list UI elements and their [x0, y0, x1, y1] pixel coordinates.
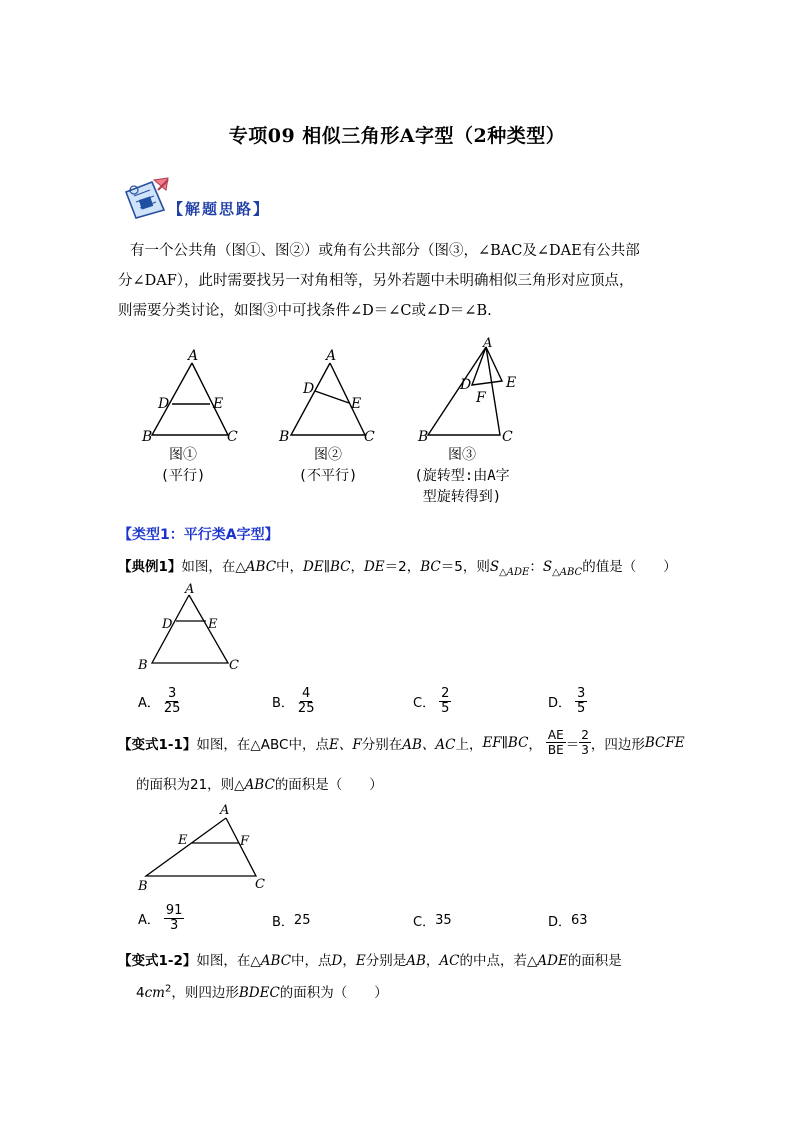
- q-text: 如图，在△: [181, 559, 246, 575]
- label-D: D: [162, 617, 173, 632]
- variant11-option-b[interactable]: [272, 911, 310, 930]
- label-C: C: [229, 658, 239, 673]
- variant-prefix: 【变式1-1】: [118, 736, 197, 753]
- option-numerator: 3: [168, 686, 177, 701]
- q-text: 的面积是: [567, 953, 622, 969]
- label-F: F: [476, 390, 486, 406]
- label-E: E: [213, 396, 224, 412]
- example1-option-d[interactable]: [548, 687, 587, 716]
- q-text: ，: [528, 736, 542, 753]
- variant11-option-d[interactable]: [548, 911, 588, 930]
- caption-note: (平行): [160, 468, 206, 484]
- q-text: 如图，在△ABC中，点: [196, 736, 329, 753]
- q-text: 分别是: [365, 953, 407, 969]
- option-numerator: 91: [165, 903, 183, 918]
- q-math: BCFE: [644, 734, 685, 751]
- q-math: cm: [144, 985, 165, 1001]
- q-text: ，四边形: [590, 736, 645, 753]
- q-math: ABC: [245, 559, 277, 575]
- q-math: AC: [439, 953, 460, 969]
- ratio-value-denominator: 3: [581, 743, 589, 757]
- label-D: D: [158, 396, 170, 412]
- q-math: EF∥BC: [482, 734, 529, 751]
- option-denominator: 25: [297, 701, 315, 716]
- q-math: DE: [363, 559, 385, 575]
- ratio-value-numerator: 2: [581, 728, 589, 742]
- label-C: C: [364, 429, 375, 445]
- example1-option-b[interactable]: [272, 687, 314, 716]
- label-D: D: [460, 377, 472, 393]
- label-B: B: [142, 429, 153, 445]
- q-math: ADE: [537, 953, 568, 969]
- q-text: 分别在: [361, 736, 403, 753]
- label-E: E: [208, 617, 218, 632]
- example1-option-a[interactable]: [138, 687, 180, 716]
- q-math: AB、AC: [402, 736, 456, 753]
- option-letter: A．: [138, 913, 160, 928]
- note-icon: [120, 176, 172, 220]
- q-math: BC: [420, 559, 441, 575]
- option-letter: C．: [413, 696, 436, 711]
- example-prefix: 【典例1】: [118, 559, 182, 575]
- option-letter: D．: [548, 696, 572, 711]
- q-text: 中，点: [291, 953, 332, 969]
- q-math: 2: [164, 983, 172, 995]
- label-B: B: [138, 658, 148, 673]
- q-text: 的中点，若△: [459, 953, 538, 969]
- option-numerator: 4: [302, 686, 311, 701]
- variant11-question: [118, 728, 685, 757]
- label-E: E: [178, 833, 188, 848]
- q-math: D: [331, 953, 343, 969]
- caption-note: (旋转型:由A字: [414, 468, 510, 484]
- option-denominator: 3: [170, 918, 179, 933]
- q-math: E、F: [328, 736, 362, 753]
- label-D: D: [303, 381, 315, 397]
- label-A: A: [483, 336, 493, 351]
- label-A: A: [220, 803, 230, 818]
- label-B: B: [418, 429, 429, 445]
- option-letter: B．: [272, 696, 294, 711]
- caption: 图②: [314, 447, 342, 463]
- label-B: B: [138, 879, 148, 894]
- q-text: ，则四边形: [171, 985, 239, 1001]
- q-math: AB: [406, 953, 426, 969]
- label-B: B: [279, 429, 290, 445]
- example1-option-c[interactable]: [413, 687, 451, 716]
- q-math: △ADE: [499, 566, 530, 578]
- q-math: S: [542, 559, 553, 575]
- label-C: C: [227, 429, 238, 445]
- ratio-numerator: AE: [547, 728, 564, 742]
- figure-3: [417, 336, 516, 445]
- q-text: 的面积为21，则△: [136, 777, 245, 793]
- q-text: ，: [342, 953, 356, 969]
- q-text: 上，: [455, 736, 483, 753]
- q-text: ：: [529, 559, 543, 575]
- option-value: 25: [293, 913, 311, 928]
- label-C: C: [255, 877, 265, 892]
- q-math: S: [489, 559, 500, 575]
- caption: 图①: [169, 447, 197, 463]
- intro-line: 有一个公共角（图①、图②）或角有公共部分（图③，∠BAC及∠DAE有公共部: [130, 243, 640, 259]
- label-E: E: [506, 375, 517, 391]
- q-text: 如图，在△: [196, 953, 261, 969]
- page-title: 专项09 相似三角形A字型（2种类型）: [228, 125, 566, 147]
- option-value: 35: [435, 913, 452, 928]
- q-text: ＝2，: [384, 559, 421, 575]
- option-letter: A．: [138, 696, 160, 711]
- option-letter: B．: [272, 915, 294, 930]
- intro-line: 则需要分类讨论，如图③中可找条件∠D＝∠C或∠D＝∠B.: [118, 303, 492, 319]
- figure-1: [141, 348, 238, 445]
- option-denominator: 25: [163, 701, 181, 716]
- q-math: E: [355, 953, 366, 969]
- variant12-question-line2: [136, 981, 388, 1001]
- option-letter: C．: [413, 915, 436, 930]
- q-text: ＝: [565, 736, 580, 753]
- intro-paragraph: [118, 236, 688, 326]
- intro-line: 分∠DAF），此时需要找另一对角相等，另外若题中未明确相似三角形对应顶点，: [118, 273, 634, 289]
- ratio-denominator: BE: [547, 743, 564, 757]
- caption: 图③: [448, 447, 476, 463]
- q-text: 中，: [276, 559, 304, 575]
- variant-prefix: 【变式1-2】: [118, 953, 197, 969]
- option-numerator: 3: [577, 686, 586, 701]
- q-text: ，: [350, 559, 364, 575]
- caption-note: 型旋转得到): [422, 489, 502, 505]
- figure-1-caption: [148, 445, 218, 487]
- q-text: 的值是（ ）: [582, 559, 677, 575]
- variant11-option-c[interactable]: [413, 911, 452, 930]
- option-denominator: 5: [441, 701, 450, 716]
- variant11-question-line2: [136, 773, 383, 793]
- type1-heading: 【类型1：平行类A字型】: [118, 527, 279, 543]
- example1-figure: [132, 583, 252, 673]
- option-value: 63: [571, 913, 588, 928]
- q-text: 的面积是（ ）: [274, 777, 383, 793]
- q-math: △ABC: [552, 566, 583, 578]
- variant12-question: [118, 949, 622, 969]
- q-math: BDEC: [238, 985, 280, 1001]
- q-text: 4: [136, 985, 145, 1001]
- variant11-figure: [134, 802, 274, 894]
- caption-note: (不平行): [298, 468, 358, 484]
- label-A: A: [185, 582, 195, 597]
- option-numerator: 2: [441, 686, 450, 701]
- label-F: F: [240, 834, 250, 849]
- figure-2: [278, 348, 375, 445]
- label-A: A: [326, 348, 337, 364]
- example1-question: [118, 555, 677, 578]
- q-math: ABC: [244, 777, 275, 793]
- q-text: 的面积为（ ）: [279, 985, 388, 1001]
- q-text: ，: [425, 953, 440, 969]
- figure-3-caption: [392, 445, 532, 508]
- figure-2-caption: [278, 445, 378, 487]
- variant11-option-a[interactable]: [138, 904, 184, 933]
- intro-figures: [130, 336, 550, 450]
- section-header: 【解题思路】: [168, 200, 271, 218]
- label-E: E: [351, 396, 362, 412]
- label-C: C: [502, 429, 513, 445]
- q-text: ＝5，则: [440, 559, 490, 575]
- q-math: DE∥BC: [303, 559, 351, 575]
- label-A: A: [188, 348, 199, 364]
- option-denominator: 5: [577, 701, 586, 716]
- q-math: ABC: [260, 953, 292, 969]
- option-letter: D．: [548, 915, 572, 930]
